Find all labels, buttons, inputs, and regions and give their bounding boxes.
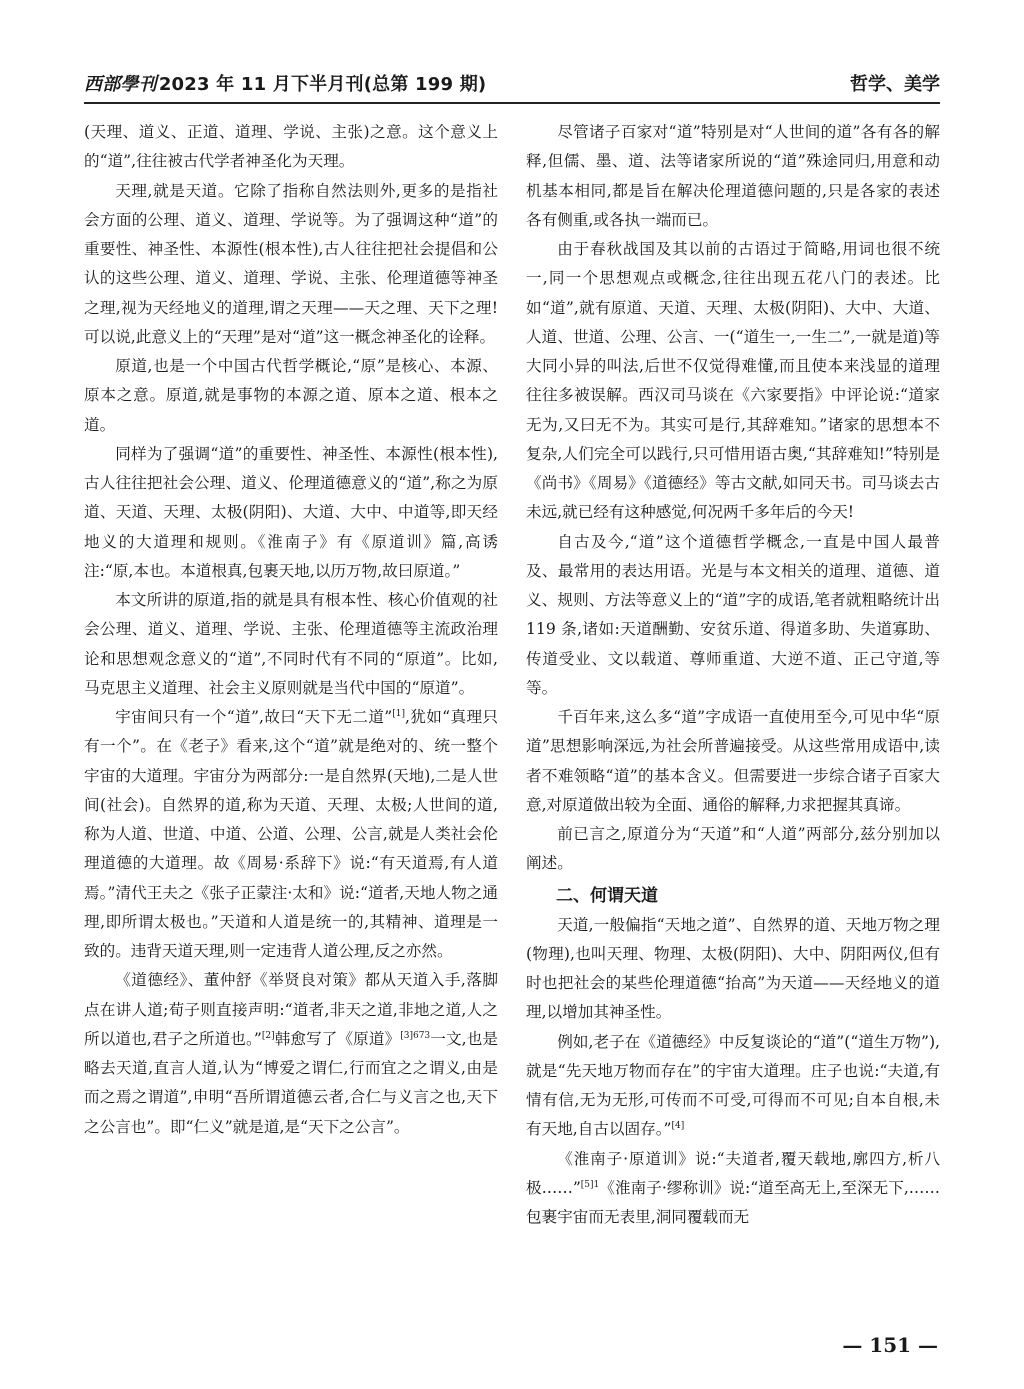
paragraph-text: 千百年来,这么多“道”字成语一直使用至今,可见中华“原道”思想影响深远,为社会所普遍接受。从这些常用成语中,读者不难领略“道”的基本含义。但需要进一步综合诸子百家大意,对原道做出较为全面、通俗的解释,力求把握其真谛。 xyxy=(526,708,940,814)
body-paragraph xyxy=(526,911,940,1028)
paragraph-text: 宇宙间只有一个“道”,故曰“天下无二道” xyxy=(115,708,393,726)
body-paragraph xyxy=(84,440,498,586)
body-paragraph xyxy=(526,1145,940,1233)
paragraph-text: 同样为了强调“道”的重要性、神圣性、本源性(根本性),古人往往把社会公理、道义、伦理道德意义的“道”,称之为原道、天道、天理、太极(阴阳)、大道、大中、中道等,即天经地义的大道理和规则。《淮南子》有《原道训》篇,高诱注:“原,本也。本道根真,包裹天地,以历万物,故曰原道。” xyxy=(84,444,498,580)
left-column xyxy=(84,118,498,1142)
section-heading: 二、何谓天道 xyxy=(556,885,658,906)
paragraph-text: 一文,也是略去天道,直言人道,认为“博爱之谓仁,行而宜之之谓义,由是而之焉之谓道”,申明“吾所谓道德云者,合仁与义言之也,天下之公言也”。即“仁义”就是道,是“天下之公言”。 xyxy=(84,1029,498,1136)
page-header xyxy=(84,66,940,100)
body-paragraph xyxy=(84,703,498,966)
body-paragraph xyxy=(84,586,498,703)
header-divider xyxy=(84,102,940,104)
body-paragraph xyxy=(526,820,940,879)
paragraph-text: 尽管诸子百家对“道”特别是对“人世间的道”各有各的解释,但儒、墨、道、法等诸家所说的“道”殊途同归,用意和动机基本相同,都是旨在解决伦理道德问题的,只是各家的表述各有侧重,或各执一端而已。 xyxy=(526,123,940,229)
paragraph-text: 《淮南子·原道训》说:“夫道者,覆天载地,廓四方,析八极……” xyxy=(526,1149,940,1197)
citation-marker: [1] xyxy=(392,708,405,719)
paragraph-text: (天理、道义、正道、道理、学说、主张)之意。这个意义上的“道”,往往被古代学者神圣化为天理。 xyxy=(84,123,498,171)
paragraph-text: 由于春秋战国及其以前的古语过于简略,用词也很不统一,同一个思想观点或概念,往往出现五花八门的表述。比如“道”,就有原道、天道、天理、太极(阴阳)、大中、大道、人道、世道、公理、公言、一(“道生一,一生二”,一就是道)等大同小异的叫法,后世不仅觉得难懂,而且使本来浅显的道理往往多被误解。西汉司马谈在《六家要指》中评论说:“道家无为,又曰无不为。其实可是行,其辞难知。”诸家的思想本不复杂,人们完全可以践行,只可惜用语古奥,“其辞难知!”特别是《尚书》《周易》《道德经》等古文献,如同天书。司马谈去古未远,就已经有这种感觉,何况两千多年后的今天! xyxy=(526,240,940,522)
body-paragraph xyxy=(526,235,940,528)
citation-marker: [2] xyxy=(261,1030,275,1041)
paragraph-text: 前已言之,原道分为“天道”和“人道”两部分,兹分别加以阐述。 xyxy=(526,825,940,873)
citation-marker: [4] xyxy=(671,1121,685,1132)
journal-logo: 西部學刊 xyxy=(84,74,157,95)
paragraph-text: 自古及今,“道”这个道德哲学概念,一直是中国人最普及、最常用的表达用语。光是与本文相关的道理、道德、道义、规则、方法等意义上的“道”字的成语,笔者就粗略统计出 119 条,诸如:天道酬勤、安贫乐道、得道多助、失道寡助、传道受业、文以载道、尊师重道、大逆不道、正己守道,等等。 xyxy=(526,532,940,697)
paragraph-text: ,犹如“真理只有一个”。在《老子》看来,这个“道”就是绝对的、统一整个宇宙的大道理。宇宙分为两部分:一是自然界(天地),二是人世间(社会)。自然界的道,称为天道、天理、太极;人世间的道,称为人道、世道、中道、公道、公理、公言,就是人类社会伦理道德的大道理。故《周易·系辞下》说:“有天道焉,有人道焉。”清代王夫之《张子正蒙注·太和》说:“道者,天地人物之通理,即所谓太极也。”天道和人道是统一的,其精神、道理是一致的。违背天道天理,则一定违背人道公理,反之亦然。 xyxy=(84,708,498,960)
paragraph-text: 例如,老子在《道德经》中反复谈论的“道”(“道生万物”),就是“先天地万物而存在”的宇宙大道理。庄子也说:“夫道,有情有信,无为无形,可传而不可受,可得而不可见;自本自根,未有天地,自古以固存。” xyxy=(526,1032,940,1139)
page-number: — 151 — xyxy=(842,1333,938,1357)
section-label: 哲学、美学 xyxy=(850,74,940,95)
paragraph-text: 《淮南子·缪称训》说:“道至高无上,至深无下,……包裹宇宙而无表里,洞同覆载而无 xyxy=(526,1178,940,1226)
journal-masthead xyxy=(84,70,486,96)
body-paragraph xyxy=(84,118,498,177)
body-paragraph xyxy=(526,118,940,235)
right-column xyxy=(526,118,940,1232)
paragraph-text: 天道,一般偏指“天地之道”、自然界的道、天地万物之理(物理),也叫天理、物理、太极(阴阳)、大中、阴阳两仪,但有时也把社会的某些伦理道德“抬高”为天道——天经地义的道理,以增加其神圣性。 xyxy=(526,915,940,1022)
paragraph-text: 本文所讲的原道,指的就是具有根本性、核心价值观的社会公理、道义、道理、学说、主张、伦理道德等主流政治理论和思想观念意义的“道”,不同时代有不同的“原道”。比如,马克思主义道理、社会主义原则就是当代中国的“原道”。 xyxy=(84,591,498,697)
body-paragraph xyxy=(84,177,498,353)
body-paragraph xyxy=(526,1028,940,1145)
paragraph-text: 天理,就是天道。它除了指称自然法则外,更多的是指社会方面的公理、道义、道理、学说等。为了强调这种“道”的重要性、神圣性、本源性(根本性),古人往往把社会提倡和公认的这些公理、道义、道理、学说、主张、伦理道德等神圣之理,视为天经地义的道理,谓之天理——天之理、天下之理!可以说,此意义上的“天理”是对“道”这一概念神圣化的诠释。 xyxy=(84,181,498,346)
paragraph-text: 韩愈写了《原道》 xyxy=(274,1029,401,1048)
body-paragraph xyxy=(84,966,498,1142)
citation-marker: [3]673 xyxy=(400,1030,431,1041)
body-paragraph xyxy=(526,528,940,704)
body-paragraph xyxy=(526,703,940,820)
issue-info: 2023 年 11 月下半月刊(总第 199 期) xyxy=(158,74,487,95)
paragraph-text: 《道德经》、董仲舒《举贤良对策》都从天道入手,落脚点在讲人道;荀子则直接声明:“道者,非天之道,非地之道,人之所以道也,君子之所道也。” xyxy=(84,971,498,1048)
body-paragraph xyxy=(84,352,498,440)
citation-marker: [5]1 xyxy=(580,1179,600,1190)
paragraph-text: 原道,也是一个中国古代哲学概论,“原”是核心、本源、原本之意。原道,就是事物的本源之道、原本之道、根本之道。 xyxy=(84,357,498,434)
